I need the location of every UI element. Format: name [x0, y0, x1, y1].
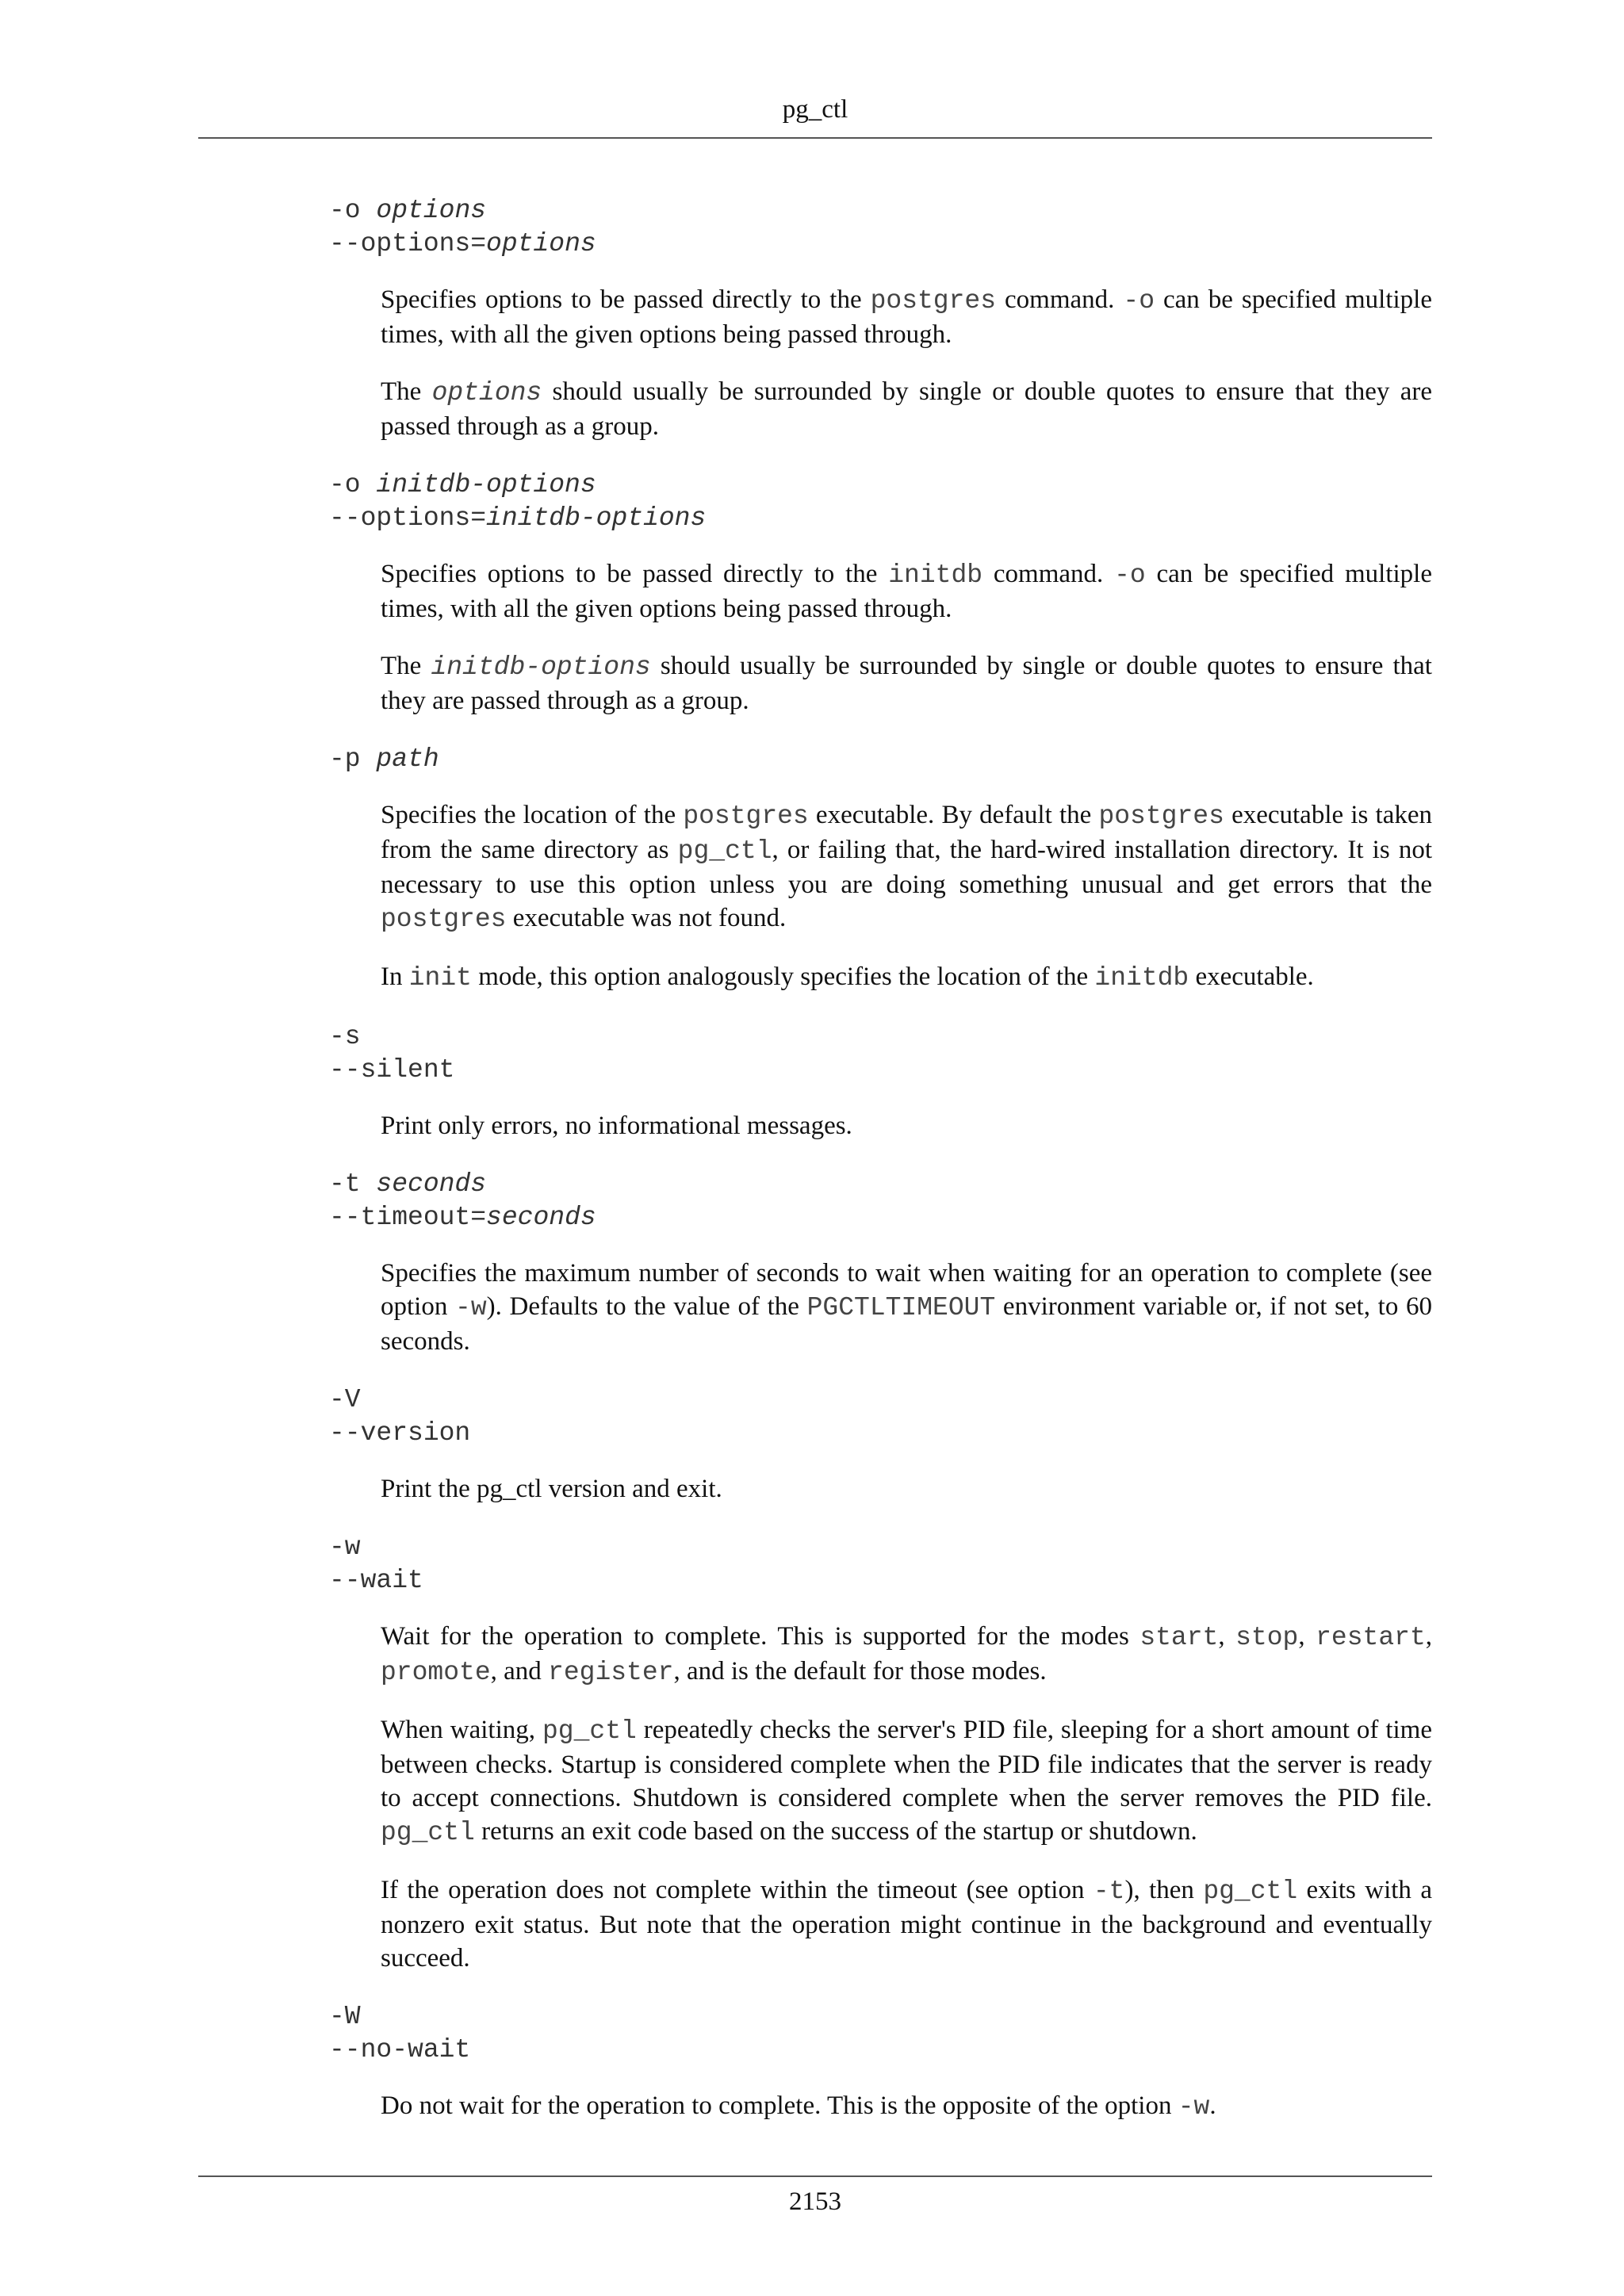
option-term [329, 469, 1432, 502]
option-description [381, 1109, 1432, 1142]
description-text: executable is taken from the same directory as [381, 801, 1432, 864]
option-entry [329, 1531, 1432, 1975]
inline-code: postgres [1098, 802, 1224, 831]
option-description [381, 1257, 1432, 1358]
page-footer [198, 2186, 1432, 2218]
option-terms [329, 194, 1432, 261]
description-text: environment variable or, if not set, to 60 seconds. [381, 1292, 1432, 1356]
option-description [381, 798, 1432, 936]
option-term [329, 1020, 1432, 1054]
option-entry [329, 2000, 1432, 2124]
description-text: , [1218, 1622, 1236, 1651]
option-flag: -w [329, 1533, 361, 1562]
option-flag: --version [329, 1418, 471, 1448]
option-terms [329, 743, 1432, 776]
option-flag: --wait [329, 1566, 423, 1595]
description-text: mode, this option analogously specifies the location of the [471, 962, 1095, 991]
description-text: Do not wait for the operation to complete. This is the opposite of the option [381, 2091, 1178, 2120]
inline-code: register [548, 1658, 674, 1687]
option-term [329, 1564, 1432, 1598]
description-text: Wait for the operation to complete. This is supported for the modes [381, 1622, 1140, 1651]
option-description [381, 649, 1432, 718]
option-flag: -o [329, 196, 377, 225]
header-rule [198, 137, 1432, 139]
description-text: , [1425, 1622, 1432, 1651]
description-text: , [1298, 1622, 1316, 1651]
option-argument: path [376, 744, 439, 774]
inline-code: PGCTLTIMEOUT [806, 1293, 996, 1322]
inline-code: stop [1235, 1623, 1299, 1652]
option-term [329, 1383, 1432, 1417]
option-flag: -W [329, 2002, 361, 2031]
option-description [381, 283, 1432, 351]
option-description [381, 960, 1432, 995]
description-text: can be specified multiple times, with all the given options being passed through. [381, 560, 1432, 623]
inline-code: postgres [683, 802, 809, 831]
page-header-title: pg_ctl [782, 95, 848, 124]
inline-replaceable: initdb-options [431, 652, 651, 682]
inline-code: pg_ctl [381, 1818, 475, 1847]
options-list [329, 194, 1432, 2149]
option-description [381, 375, 1432, 443]
description-text: command. [982, 560, 1115, 588]
inline-code: pg_ctl [542, 1716, 637, 1746]
inline-code: init [408, 963, 472, 993]
option-terms [329, 1020, 1432, 1087]
option-argument: options [376, 196, 487, 225]
option-entry [329, 194, 1432, 443]
inline-code: pg_ctl [677, 836, 772, 866]
option-term [329, 743, 1432, 776]
option-description [381, 1620, 1432, 1689]
option-terms [329, 1531, 1432, 1598]
description-text: Specifies options to be passed directly to the [381, 560, 889, 588]
description-text: executable. By default the [808, 801, 1099, 829]
option-flag: --no-wait [329, 2035, 471, 2064]
option-term [329, 502, 1432, 535]
description-text: can be specified multiple times, with all the given options being passed through. [381, 285, 1432, 349]
option-flag: --options= [329, 229, 487, 258]
option-description [381, 1873, 1432, 1975]
option-term [329, 1417, 1432, 1450]
option-flag: --options= [329, 503, 487, 533]
description-text: . [1209, 2091, 1216, 2120]
inline-code: postgres [870, 286, 997, 316]
description-text: Specifies options to be passed directly to the [381, 285, 871, 314]
inline-code: restart [1316, 1623, 1426, 1652]
inline-code: pg_ctl [1203, 1877, 1298, 1906]
description-text: Print the pg_ctl version and exit. [381, 1475, 722, 1503]
option-terms [329, 1383, 1432, 1450]
option-description [381, 1713, 1432, 1850]
option-terms [329, 2000, 1432, 2067]
inline-replaceable: options [431, 378, 542, 408]
description-text: , and is the default for those modes. [673, 1657, 1047, 1686]
option-description [381, 557, 1432, 626]
option-term [329, 194, 1432, 228]
inline-code: initdb [1094, 963, 1189, 993]
option-description [381, 1472, 1432, 1506]
option-term [329, 1168, 1432, 1201]
option-description [381, 2089, 1432, 2124]
footer-rule [198, 2175, 1432, 2177]
option-terms [329, 469, 1432, 535]
option-argument: options [486, 229, 596, 258]
option-entry [329, 469, 1432, 718]
description-text: should usually be surrounded by single or double quotes to ensure that they are passed through as a group. [381, 652, 1432, 715]
option-flag: --silent [329, 1055, 455, 1085]
inline-code: -o [1114, 561, 1146, 590]
description-text: ), then [1124, 1876, 1204, 1904]
option-flag: -p [329, 744, 377, 774]
inline-code: -t [1093, 1877, 1125, 1906]
description-text: repeatedly checks the server's PID file, sleeping for a short amount of time between checks. Startup is considered complete when the PID file indicates that the server is ready to accept connections. Shutdown is considered complete when the server removes the PID file. [381, 1716, 1432, 1812]
description-text: returns an exit code based on the success of the startup or shutdown. [474, 1817, 1197, 1846]
option-term [329, 1054, 1432, 1087]
description-text: exits with a nonzero exit status. But note that the operation might continue in the background and eventually succeed. [381, 1876, 1432, 1973]
inline-code: postgres [381, 905, 507, 934]
description-text: should usually be surrounded by single or double quotes to ensure that they are passed through as a group. [381, 377, 1432, 441]
option-entry [329, 1168, 1432, 1358]
option-entry [329, 1383, 1432, 1506]
description-text: If the operation does not complete within the timeout (see option [381, 1876, 1094, 1904]
inline-code: promote [381, 1658, 491, 1687]
description-text: command. [996, 285, 1124, 314]
description-text: When waiting, [381, 1716, 542, 1744]
description-text: Specifies the location of the [381, 801, 684, 829]
option-flag: -V [329, 1385, 361, 1414]
description-text: , or failing that, the hard-wired installation directory. It is not necessary to use this option unless you are doing something unusual and get errors that the [381, 836, 1432, 899]
description-text: The [381, 377, 432, 406]
option-flag: -t [329, 1169, 377, 1199]
option-term [329, 2034, 1432, 2067]
inline-code: start [1139, 1623, 1219, 1652]
inline-code: -w [455, 1293, 487, 1322]
inline-code: -w [1178, 2092, 1210, 2122]
description-text: Print only errors, no informational messages. [381, 1112, 852, 1140]
option-argument: seconds [486, 1203, 596, 1232]
description-text: Specifies the maximum number of seconds to wait when waiting for an operation to complete (see option [381, 1259, 1432, 1321]
option-argument: initdb-options [486, 503, 707, 533]
option-flag: --timeout= [329, 1203, 487, 1232]
page-number: 2153 [789, 2187, 841, 2216]
option-flag: -s [329, 1022, 361, 1051]
description-text: ). Defaults to the value of the [486, 1292, 807, 1321]
option-entry [329, 743, 1432, 995]
inline-code: initdb [888, 561, 983, 590]
option-argument: seconds [376, 1169, 487, 1199]
option-flag: -o [329, 470, 377, 499]
description-text: In [381, 962, 409, 991]
option-term [329, 2000, 1432, 2034]
option-entry [329, 1020, 1432, 1142]
option-argument: initdb-options [376, 470, 596, 499]
description-text: The [381, 652, 431, 680]
option-term [329, 1201, 1432, 1234]
description-text: executable. [1189, 962, 1314, 991]
page-header [198, 94, 1432, 125]
option-term [329, 1531, 1432, 1564]
description-text: , and [490, 1657, 549, 1686]
description-text: executable was not found. [506, 904, 787, 932]
inline-code: -o [1123, 286, 1155, 316]
option-term [329, 228, 1432, 261]
option-terms [329, 1168, 1432, 1234]
